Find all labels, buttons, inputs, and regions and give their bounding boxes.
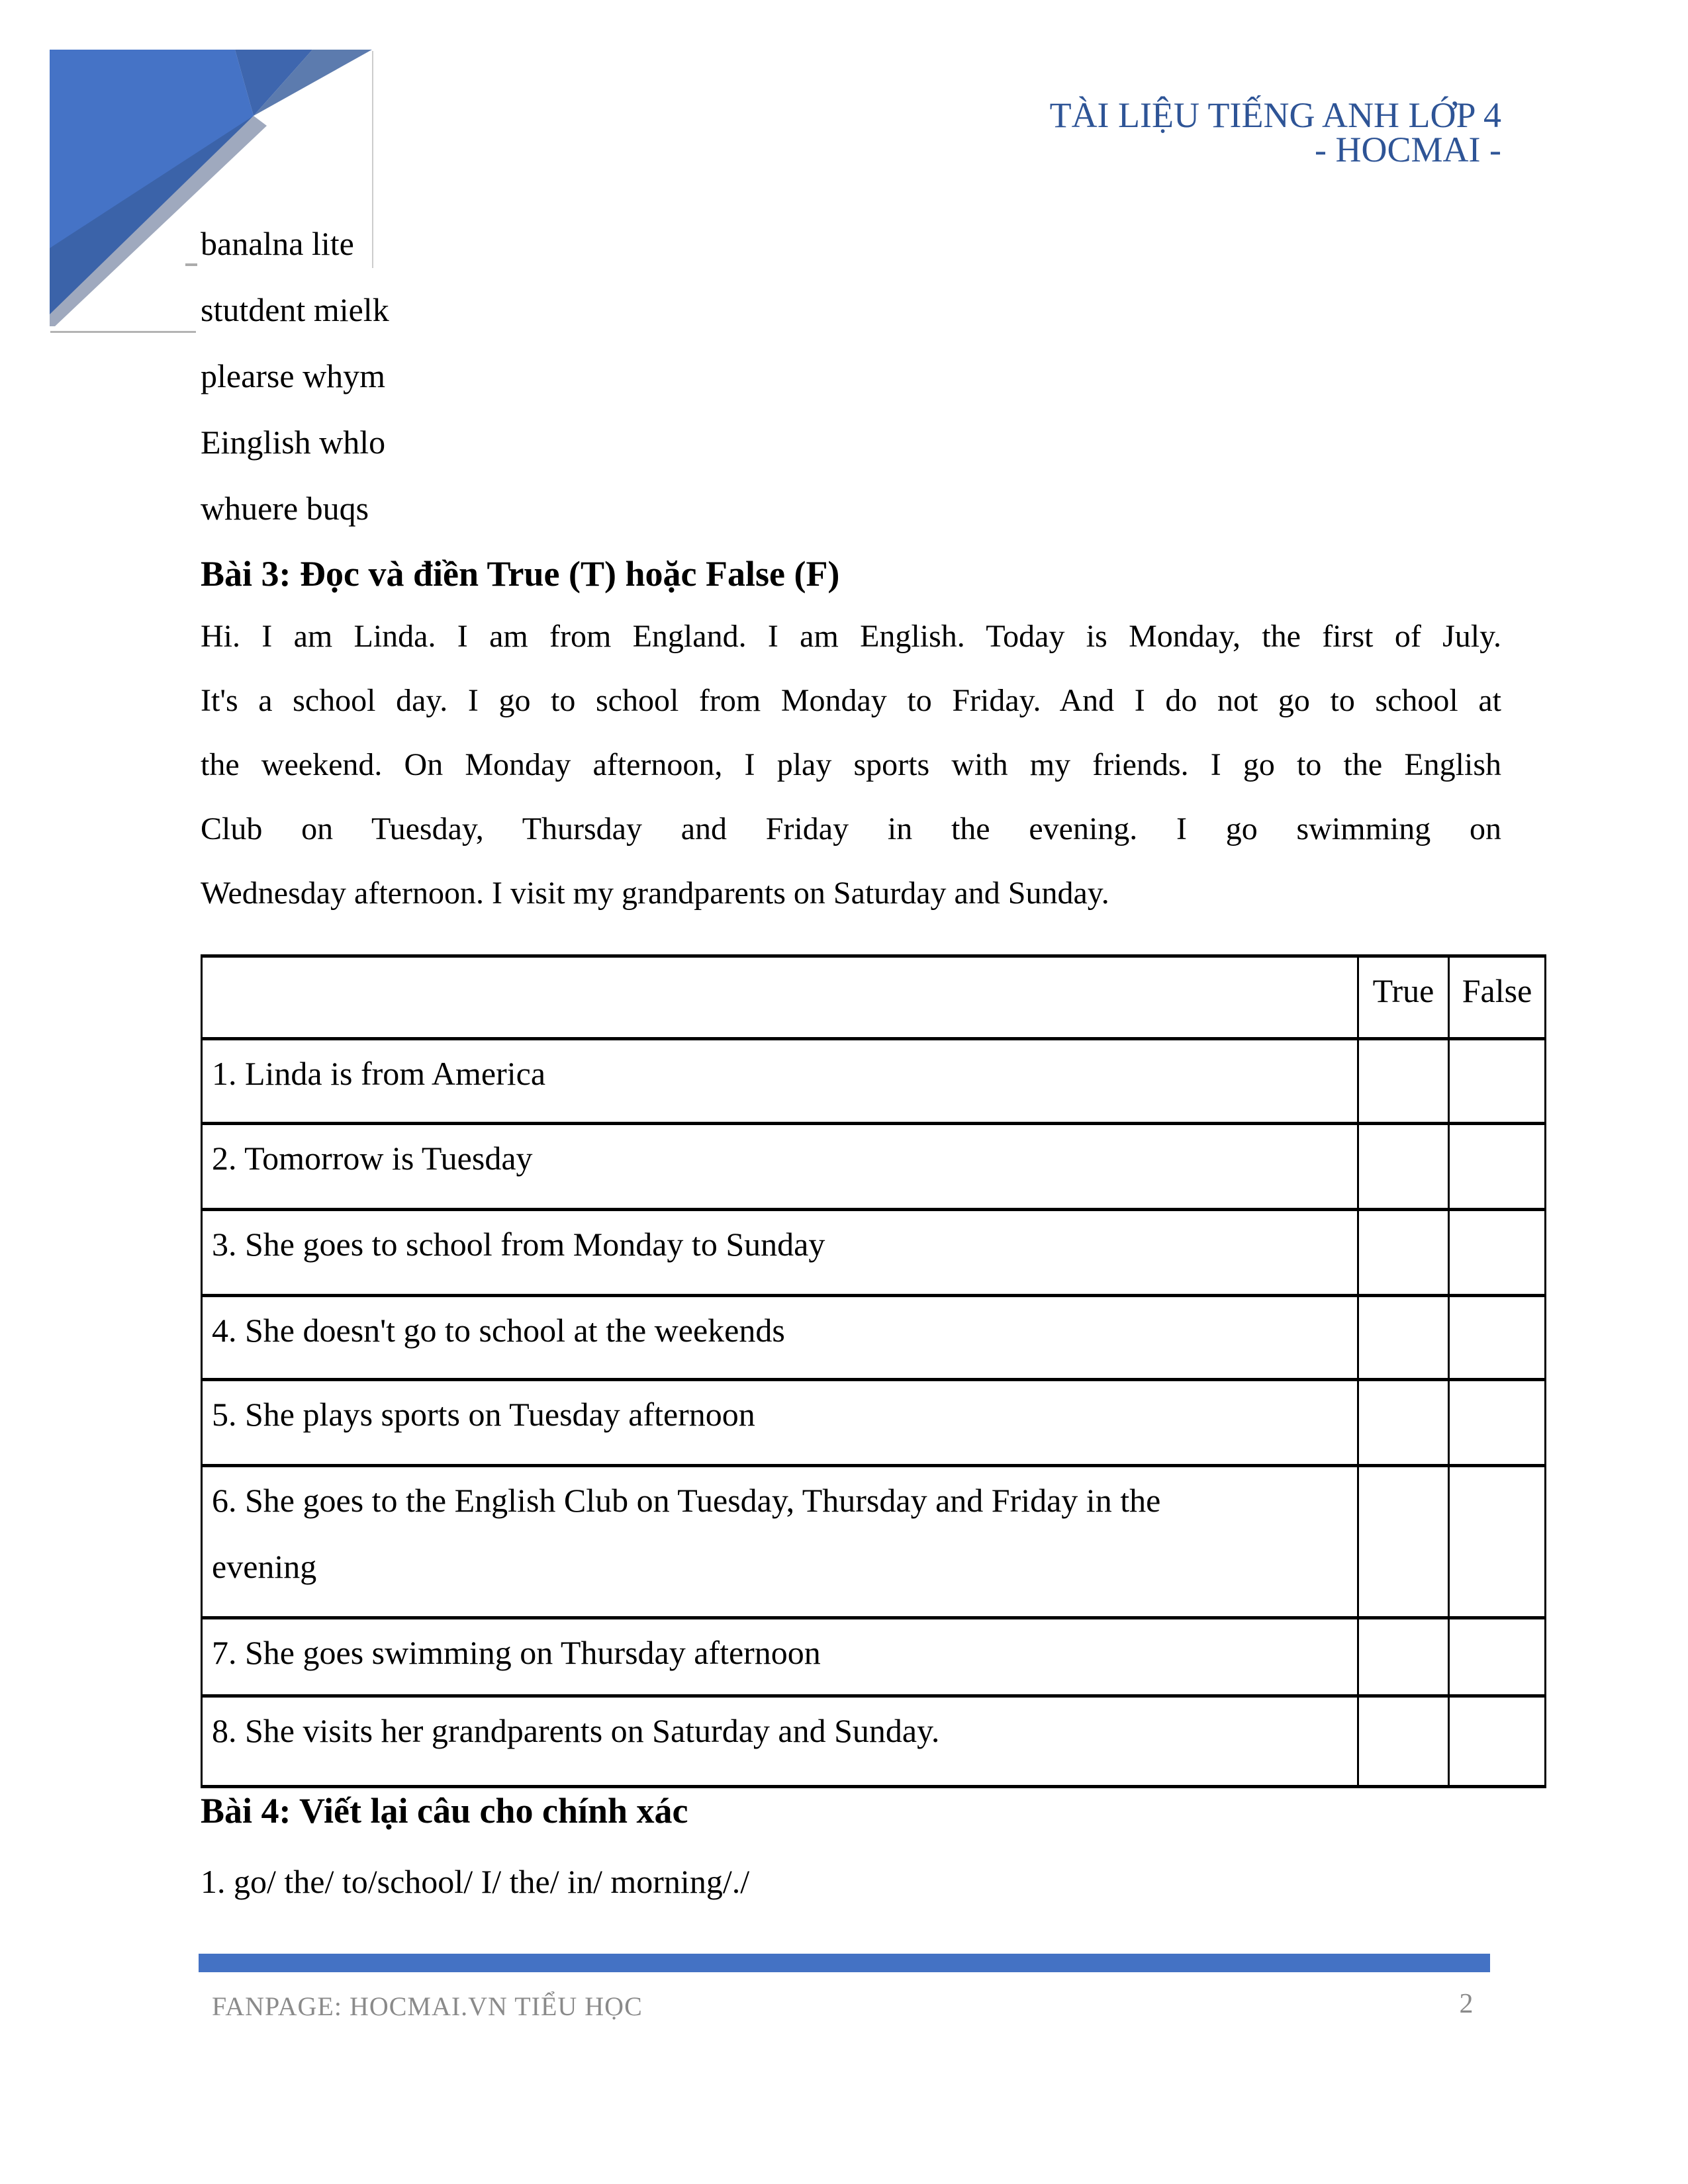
statement-cell	[202, 1380, 1358, 1466]
statement-line: 1. Linda is from America	[212, 1055, 546, 1092]
true-false-table	[201, 954, 1544, 1788]
true-answer-cell[interactable]	[1358, 1380, 1449, 1466]
statement-line: 7. She goes swimming on Thursday afternoon	[212, 1634, 821, 1671]
document-header	[1049, 95, 1501, 169]
true-answer-cell[interactable]	[1358, 1210, 1449, 1296]
margin-dash-artifact	[185, 263, 197, 266]
logo-horizontal-rule	[50, 331, 196, 333]
statement-line: 5. She plays sports on Tuesday afternoon	[212, 1396, 755, 1433]
table-row	[202, 1124, 1546, 1210]
passage-line: Club on Tuesday, Thursday and Friday in the evening. I go swimming on	[201, 811, 1501, 846]
header-subtitle: - HOCMAI -	[1315, 130, 1501, 169]
statement-line: 2. Tomorrow is Tuesday	[212, 1140, 533, 1177]
statement-cell	[202, 1696, 1358, 1787]
false-answer-cell[interactable]	[1449, 1380, 1546, 1466]
true-answer-cell[interactable]	[1358, 1466, 1449, 1618]
statement-line: evening	[212, 1548, 317, 1585]
statement-cell	[202, 1124, 1358, 1210]
statement-line: 8. She visits her grandparents on Saturday and Sunday.	[212, 1712, 940, 1749]
false-answer-cell[interactable]	[1449, 1039, 1546, 1124]
true-answer-cell[interactable]	[1358, 1039, 1449, 1124]
word-list-item: plearse whym	[201, 357, 386, 394]
false-answer-cell[interactable]	[1449, 1618, 1546, 1696]
false-answer-cell[interactable]	[1449, 1696, 1546, 1787]
table-row	[202, 1380, 1546, 1466]
false-answer-cell[interactable]	[1449, 1466, 1546, 1618]
statement-line: 4. She doesn't go to school at the weekends	[212, 1312, 785, 1349]
passage-line: Hi. I am Linda. I am from England. I am English. Today is Monday, the first of July.	[201, 619, 1501, 654]
table-row	[202, 1039, 1546, 1124]
statement-line: 3. She goes to school from Monday to Sunday	[212, 1226, 825, 1263]
word-list-item: stutdent mielk	[201, 291, 389, 328]
false-answer-cell[interactable]	[1449, 1296, 1546, 1380]
table-header-empty-cell	[202, 956, 1358, 1039]
exercise3-heading: Bài 3: Đọc và điền True (T) hoặc False (F)	[201, 554, 840, 594]
word-list-item: banalna lite	[201, 225, 354, 262]
statement-line: 6. She goes to the English Club on Tuesday, Thursday and Friday in the	[212, 1482, 1161, 1519]
table-row	[202, 1296, 1546, 1380]
false-answer-cell[interactable]	[1449, 1124, 1546, 1210]
true-answer-cell[interactable]	[1358, 1618, 1449, 1696]
passage-line: It's a school day. I go to school from Monday to Friday. And I do not go to school at	[201, 683, 1501, 718]
statement-cell	[202, 1210, 1358, 1296]
table-row	[202, 1210, 1546, 1296]
footer-page-number: 2	[1459, 1989, 1474, 2019]
true-answer-cell[interactable]	[1358, 1296, 1449, 1380]
word-list-item: Einglish whlo	[201, 424, 386, 461]
statement-cell	[202, 1296, 1358, 1380]
statement-cell	[202, 1466, 1358, 1618]
table-row	[202, 1466, 1546, 1618]
reading-passage	[201, 604, 1501, 925]
table-row	[202, 1696, 1546, 1787]
false-answer-cell[interactable]	[1449, 1210, 1546, 1296]
exercise4-heading: Bài 4: Viết lại câu cho chính xác	[201, 1791, 688, 1831]
table-header-true: True	[1358, 956, 1449, 1039]
statement-cell	[202, 1039, 1358, 1124]
true-answer-cell[interactable]	[1358, 1124, 1449, 1210]
header-title: TÀI LIỆU TIẾNG ANH LỚP 4	[1049, 95, 1501, 135]
exercise4-item-1: 1. go/ the/ to/school/ I/ the/ in/ morning/./	[201, 1863, 750, 1900]
word-list-item: whuere buqs	[201, 490, 369, 527]
passage-line: the weekend. On Monday afternoon, I play sports with my friends. I go to the English	[201, 747, 1501, 782]
statement-cell	[202, 1618, 1358, 1696]
scrambled-word-list	[201, 210, 389, 541]
passage-line: Wednesday afternoon. I visit my grandparents on Saturday and Sunday.	[201, 876, 1109, 911]
footer-accent-bar	[199, 1954, 1490, 1972]
footer-fanpage-text: FANPAGE: HOCMAI.VN TIỂU HỌC	[212, 1991, 643, 2021]
true-answer-cell[interactable]	[1358, 1696, 1449, 1787]
table-header-false: False	[1449, 956, 1546, 1039]
table-row	[202, 1618, 1546, 1696]
